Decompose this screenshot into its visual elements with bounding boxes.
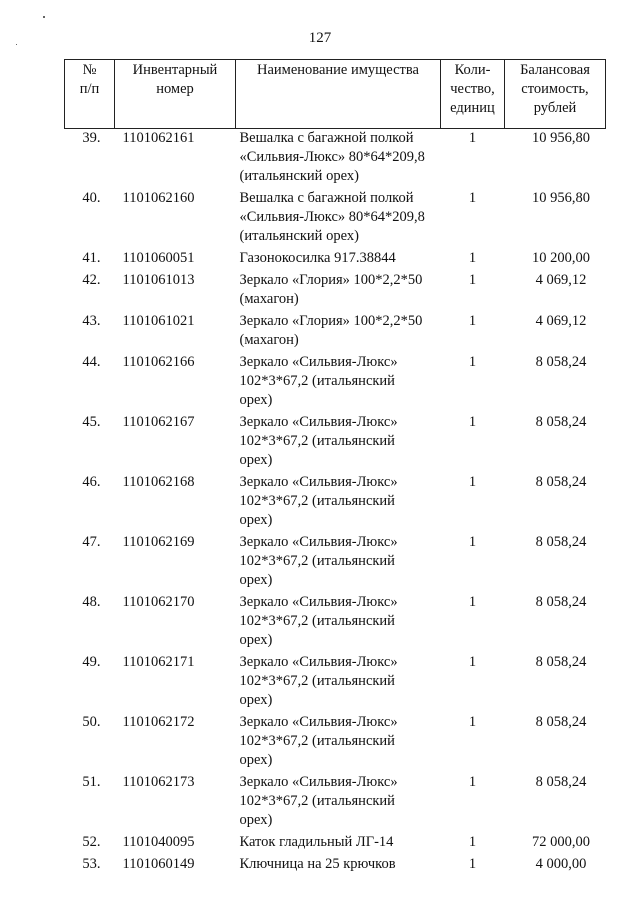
item-name-line: 102*3*67,2 (итальянский <box>239 373 395 389</box>
header-val-line: рублей <box>533 100 577 116</box>
quantity: 1 <box>468 474 477 490</box>
item-name-line: Каток гладильный ЛГ-14 <box>239 834 394 850</box>
table-row <box>65 773 606 833</box>
row-number: 46. <box>82 474 101 490</box>
inventory-number: 1101062167 <box>122 414 195 430</box>
item-name-line: 102*3*67,2 (итальянский <box>239 493 395 509</box>
item-name <box>236 773 441 833</box>
table-row <box>65 129 606 190</box>
item-name-line: 102*3*67,2 (итальянский <box>239 733 395 749</box>
item-name-line: орех) <box>239 632 273 648</box>
item-name-line: орех) <box>239 392 273 408</box>
item-name-line: Зеркало «Сильвия-Люкс» <box>239 654 398 670</box>
inventory-number: 1101062172 <box>122 714 195 730</box>
header-val-line: стоимость, <box>521 81 589 97</box>
item-name-line: Зеркало «Сильвия-Люкс» <box>239 774 398 790</box>
header-num-line: п/п <box>79 81 100 97</box>
quantity: 1 <box>468 354 477 370</box>
quantity: 1 <box>468 594 477 610</box>
row-number: 52. <box>82 834 101 850</box>
row-number: 53. <box>82 856 101 872</box>
page-number: 127 <box>308 30 332 46</box>
item-name-line: Вешалка с багажной полкой <box>239 130 414 146</box>
balance-value: 8 058,24 <box>535 534 587 550</box>
item-name-line: (итальянский орех) <box>239 168 359 184</box>
header-quantity <box>441 60 505 129</box>
inventory-number: 1101062166 <box>122 354 195 370</box>
table-row <box>65 855 606 877</box>
quantity: 1 <box>468 856 477 872</box>
quantity: 1 <box>468 714 477 730</box>
table-row <box>65 833 606 855</box>
item-name-line: 102*3*67,2 (итальянский <box>239 553 395 569</box>
table-row <box>65 533 606 593</box>
item-name-line: Зеркало «Глория» 100*2,2*50 <box>239 313 423 329</box>
item-name-line: «Сильвия-Люкс» 80*64*209,8 <box>239 209 425 225</box>
item-name-line: Зеркало «Сильвия-Люкс» <box>239 594 398 610</box>
row-number: 51. <box>82 774 101 790</box>
item-name <box>236 129 441 190</box>
item-name <box>236 473 441 533</box>
header-qty-line: Коли- <box>454 62 491 78</box>
inventory-number: 1101062168 <box>122 474 195 490</box>
item-name-line: орех) <box>239 812 273 828</box>
item-name-line: Зеркало «Сильвия-Люкс» <box>239 354 398 370</box>
item-name-line: Вешалка с багажной полкой <box>239 190 414 206</box>
item-name-line: орех) <box>239 452 273 468</box>
item-name-line: (махагон) <box>239 291 299 307</box>
row-number: 47. <box>82 534 101 550</box>
table-row <box>65 353 606 413</box>
table-row <box>65 249 606 271</box>
balance-value: 8 058,24 <box>535 714 587 730</box>
row-number: 40. <box>82 190 101 206</box>
row-number: 50. <box>82 714 101 730</box>
item-name <box>236 189 441 249</box>
row-number: 43. <box>82 313 101 329</box>
header-qty-line: чество, <box>450 81 495 97</box>
inventory-number: 1101062170 <box>122 594 195 610</box>
scan-speck <box>43 16 45 18</box>
inventory-number: 1101060149 <box>122 856 195 872</box>
quantity: 1 <box>468 272 477 288</box>
quantity: 1 <box>468 774 477 790</box>
row-number: 49. <box>82 654 101 670</box>
header-name-line: Наименование имущества <box>257 62 419 78</box>
quantity: 1 <box>468 654 477 670</box>
item-name <box>236 713 441 773</box>
table-row <box>65 271 606 312</box>
table-header-row <box>65 60 606 129</box>
table-row <box>65 189 606 249</box>
item-name-line: орех) <box>239 752 273 768</box>
item-name-line: (махагон) <box>239 332 299 348</box>
balance-value: 8 058,24 <box>535 414 587 430</box>
item-name <box>236 312 441 353</box>
balance-value: 10 956,80 <box>532 190 590 206</box>
item-name-line: Ключница на 25 крючков <box>239 856 396 872</box>
inventory-number: 1101062169 <box>122 534 195 550</box>
row-number: 48. <box>82 594 101 610</box>
row-number: 45. <box>82 414 101 430</box>
quantity: 1 <box>468 250 477 266</box>
item-name <box>236 249 441 271</box>
header-inventory-number <box>115 60 236 129</box>
header-val-line: Балансовая <box>520 62 590 78</box>
quantity: 1 <box>468 834 477 850</box>
item-name-line: 102*3*67,2 (итальянский <box>239 433 395 449</box>
item-name-line: Газонокосилка 917.38844 <box>239 250 396 266</box>
inventory-number: 1101062160 <box>122 190 195 206</box>
item-name <box>236 353 441 413</box>
item-name <box>236 413 441 473</box>
header-item-name <box>236 60 441 129</box>
inventory-number: 1101040095 <box>122 834 195 850</box>
balance-value: 10 956,80 <box>532 130 590 146</box>
balance-value: 4 000,00 <box>535 856 587 872</box>
item-name-line: орех) <box>239 512 273 528</box>
balance-value: 8 058,24 <box>535 474 587 490</box>
balance-value: 8 058,24 <box>535 594 587 610</box>
item-name-line: 102*3*67,2 (итальянский <box>239 613 395 629</box>
header-qty-line: единиц <box>450 100 495 116</box>
item-name-line: 102*3*67,2 (итальянский <box>239 793 395 809</box>
balance-value: 8 058,24 <box>535 774 587 790</box>
table-row <box>65 473 606 533</box>
item-name-line: (итальянский орех) <box>239 228 359 244</box>
balance-value: 72 000,00 <box>532 834 590 850</box>
inventory-number: 1101061021 <box>122 313 195 329</box>
table-row <box>65 593 606 653</box>
row-number: 42. <box>82 272 101 288</box>
item-name-line: «Сильвия-Люкс» 80*64*209,8 <box>239 149 425 165</box>
table-row <box>65 413 606 473</box>
item-name <box>236 653 441 713</box>
item-name <box>236 833 441 855</box>
item-name-line: Зеркало «Сильвия-Люкс» <box>239 534 398 550</box>
inventory-number: 1101061013 <box>122 272 195 288</box>
quantity: 1 <box>468 534 477 550</box>
table-row <box>65 653 606 713</box>
header-num-line: № <box>82 62 97 78</box>
item-name <box>236 271 441 312</box>
item-name-line: Зеркало «Сильвия-Люкс» <box>239 414 398 430</box>
inventory-number: 1101062173 <box>122 774 195 790</box>
item-name-line: Зеркало «Глория» 100*2,2*50 <box>239 272 423 288</box>
row-number: 39. <box>82 130 101 146</box>
quantity: 1 <box>468 313 477 329</box>
header-inv-line: номер <box>156 81 194 97</box>
quantity: 1 <box>468 414 477 430</box>
inventory-table <box>64 59 606 877</box>
balance-value: 8 058,24 <box>535 354 587 370</box>
item-name-line: Зеркало «Сильвия-Люкс» <box>239 714 398 730</box>
quantity: 1 <box>468 130 477 146</box>
balance-value: 4 069,12 <box>535 272 587 288</box>
table-body <box>65 129 606 878</box>
inventory-number: 1101062171 <box>122 654 195 670</box>
quantity: 1 <box>468 190 477 206</box>
header-num <box>65 60 115 129</box>
balance-value: 8 058,24 <box>535 654 587 670</box>
table-row <box>65 713 606 773</box>
header-balance-value <box>505 60 606 129</box>
row-number: 41. <box>82 250 101 266</box>
inventory-number: 1101062161 <box>122 130 195 146</box>
item-name-line: орех) <box>239 692 273 708</box>
header-inv-line: Инвентарный <box>132 62 218 78</box>
row-number: 44. <box>82 354 101 370</box>
balance-value: 10 200,00 <box>532 250 590 266</box>
table-row <box>65 312 606 353</box>
item-name-line: 102*3*67,2 (итальянский <box>239 673 395 689</box>
item-name-line: Зеркало «Сильвия-Люкс» <box>239 474 398 490</box>
item-name <box>236 855 441 877</box>
balance-value: 4 069,12 <box>535 313 587 329</box>
item-name <box>236 533 441 593</box>
item-name-line: орех) <box>239 572 273 588</box>
item-name <box>236 593 441 653</box>
inventory-number: 1101060051 <box>122 250 195 266</box>
